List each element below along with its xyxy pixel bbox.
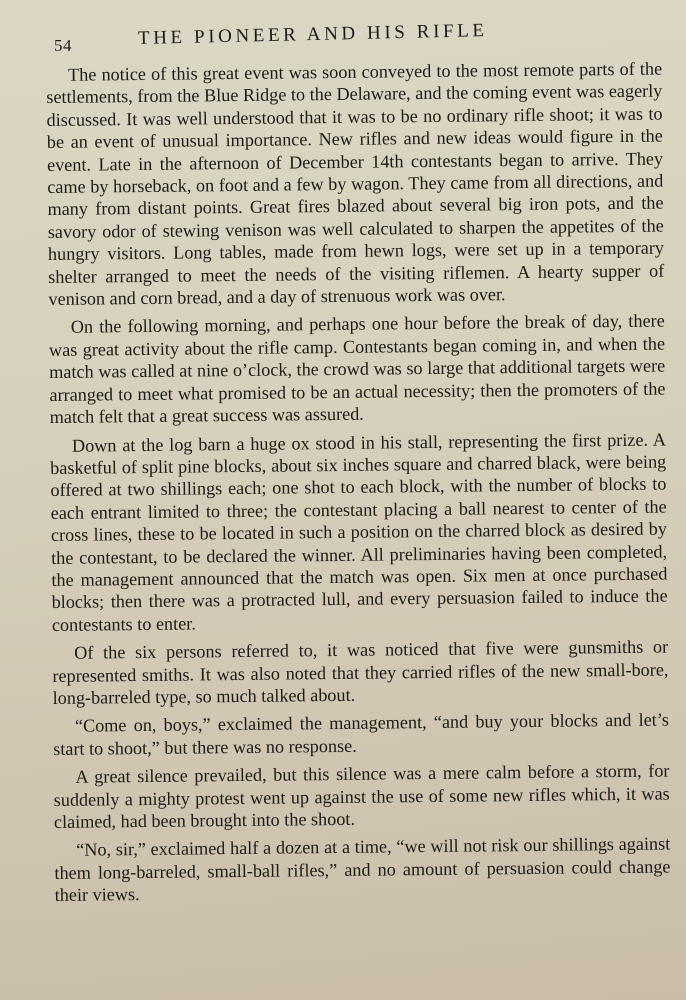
running-head: THE PIONEER AND HIS RIFLE <box>137 20 488 49</box>
paragraph: The notice of this great event was soon conveyed to the most remote parts of the settlements, from the Blue Ridge to the Delaware, and the coming event was eagerly discussed. It was well understood that it was to be no ordinary rifle shoot; it was to be an event of unusual importance. New rifles and new ideas would figure in the event. Late in the afternoon of December 14th contestants began to arrive. They came by horseback, on foot and a few by wagon. They came from all directions, and many from distant points. Great fires blazed about several big iron pots, and the savory odor of stewing venison was well calculated to sharpen the appetites of the hungry visitors. Long tables, made from hewn logs, were set up in a temporary shelter arranged to meet the needs of the visiting riflemen. A hearty supper of venison and corn bread, and a day of strenuous work was over. <box>46 58 665 310</box>
paragraph: Of the six persons referred to, it was noticed that five were gunsmiths or represented smiths. It was also noted that they carried rifles of the new small-bore, long-barreled type, so much talked about. <box>52 636 669 708</box>
paragraph: “No, sir,” exclaimed half a dozen at a time, “we will not risk our shillings against them long-barreled, small-ball rifles,” and no amount of persuasion could change their views. <box>54 833 671 906</box>
paragraph: Down at the log barn a huge ox stood in his stall, representing the first prize. A basketful of split pine blocks, about six inches square and charred black, were being offered at two shillings each; one shot to each block, with the number of blocks to each entrant limited to three; the contestant placing a ball nearest to center of the cross lines, these to be located in such a position on the charred block as desired by the contestant, to be declared the winner. All preliminaries having been completed, the management announced that the match was open. Six men at once purchased blocks; then there was a protracted lull, and every persuasion failed to induce the contestants to enter. <box>50 429 668 635</box>
paragraph: A great silence prevailed, but this silence was a mere calm before a storm, for suddenly a mighty protest went up against the use of some new rifles which, it was claimed, had been brought into the shoot. <box>53 760 670 832</box>
paragraph: On the following morning, and perhaps one hour before the break of day, there was great activity about the rifle camp. Contestants began coming in, and when the match was called at nine o’clock, the crowd was so large that additional targets were arranged to meet what promised to be an actual necessity; then the promoters of the match felt that a great success was assured. <box>48 311 666 428</box>
body-text <box>46 58 671 913</box>
paragraph: “Come on, boys,” exclaimed the management, “and buy your blocks and let’s start to shoot,” but there was no response. <box>53 709 670 759</box>
page-header <box>0 14 686 54</box>
page-number: 54 <box>54 36 72 55</box>
